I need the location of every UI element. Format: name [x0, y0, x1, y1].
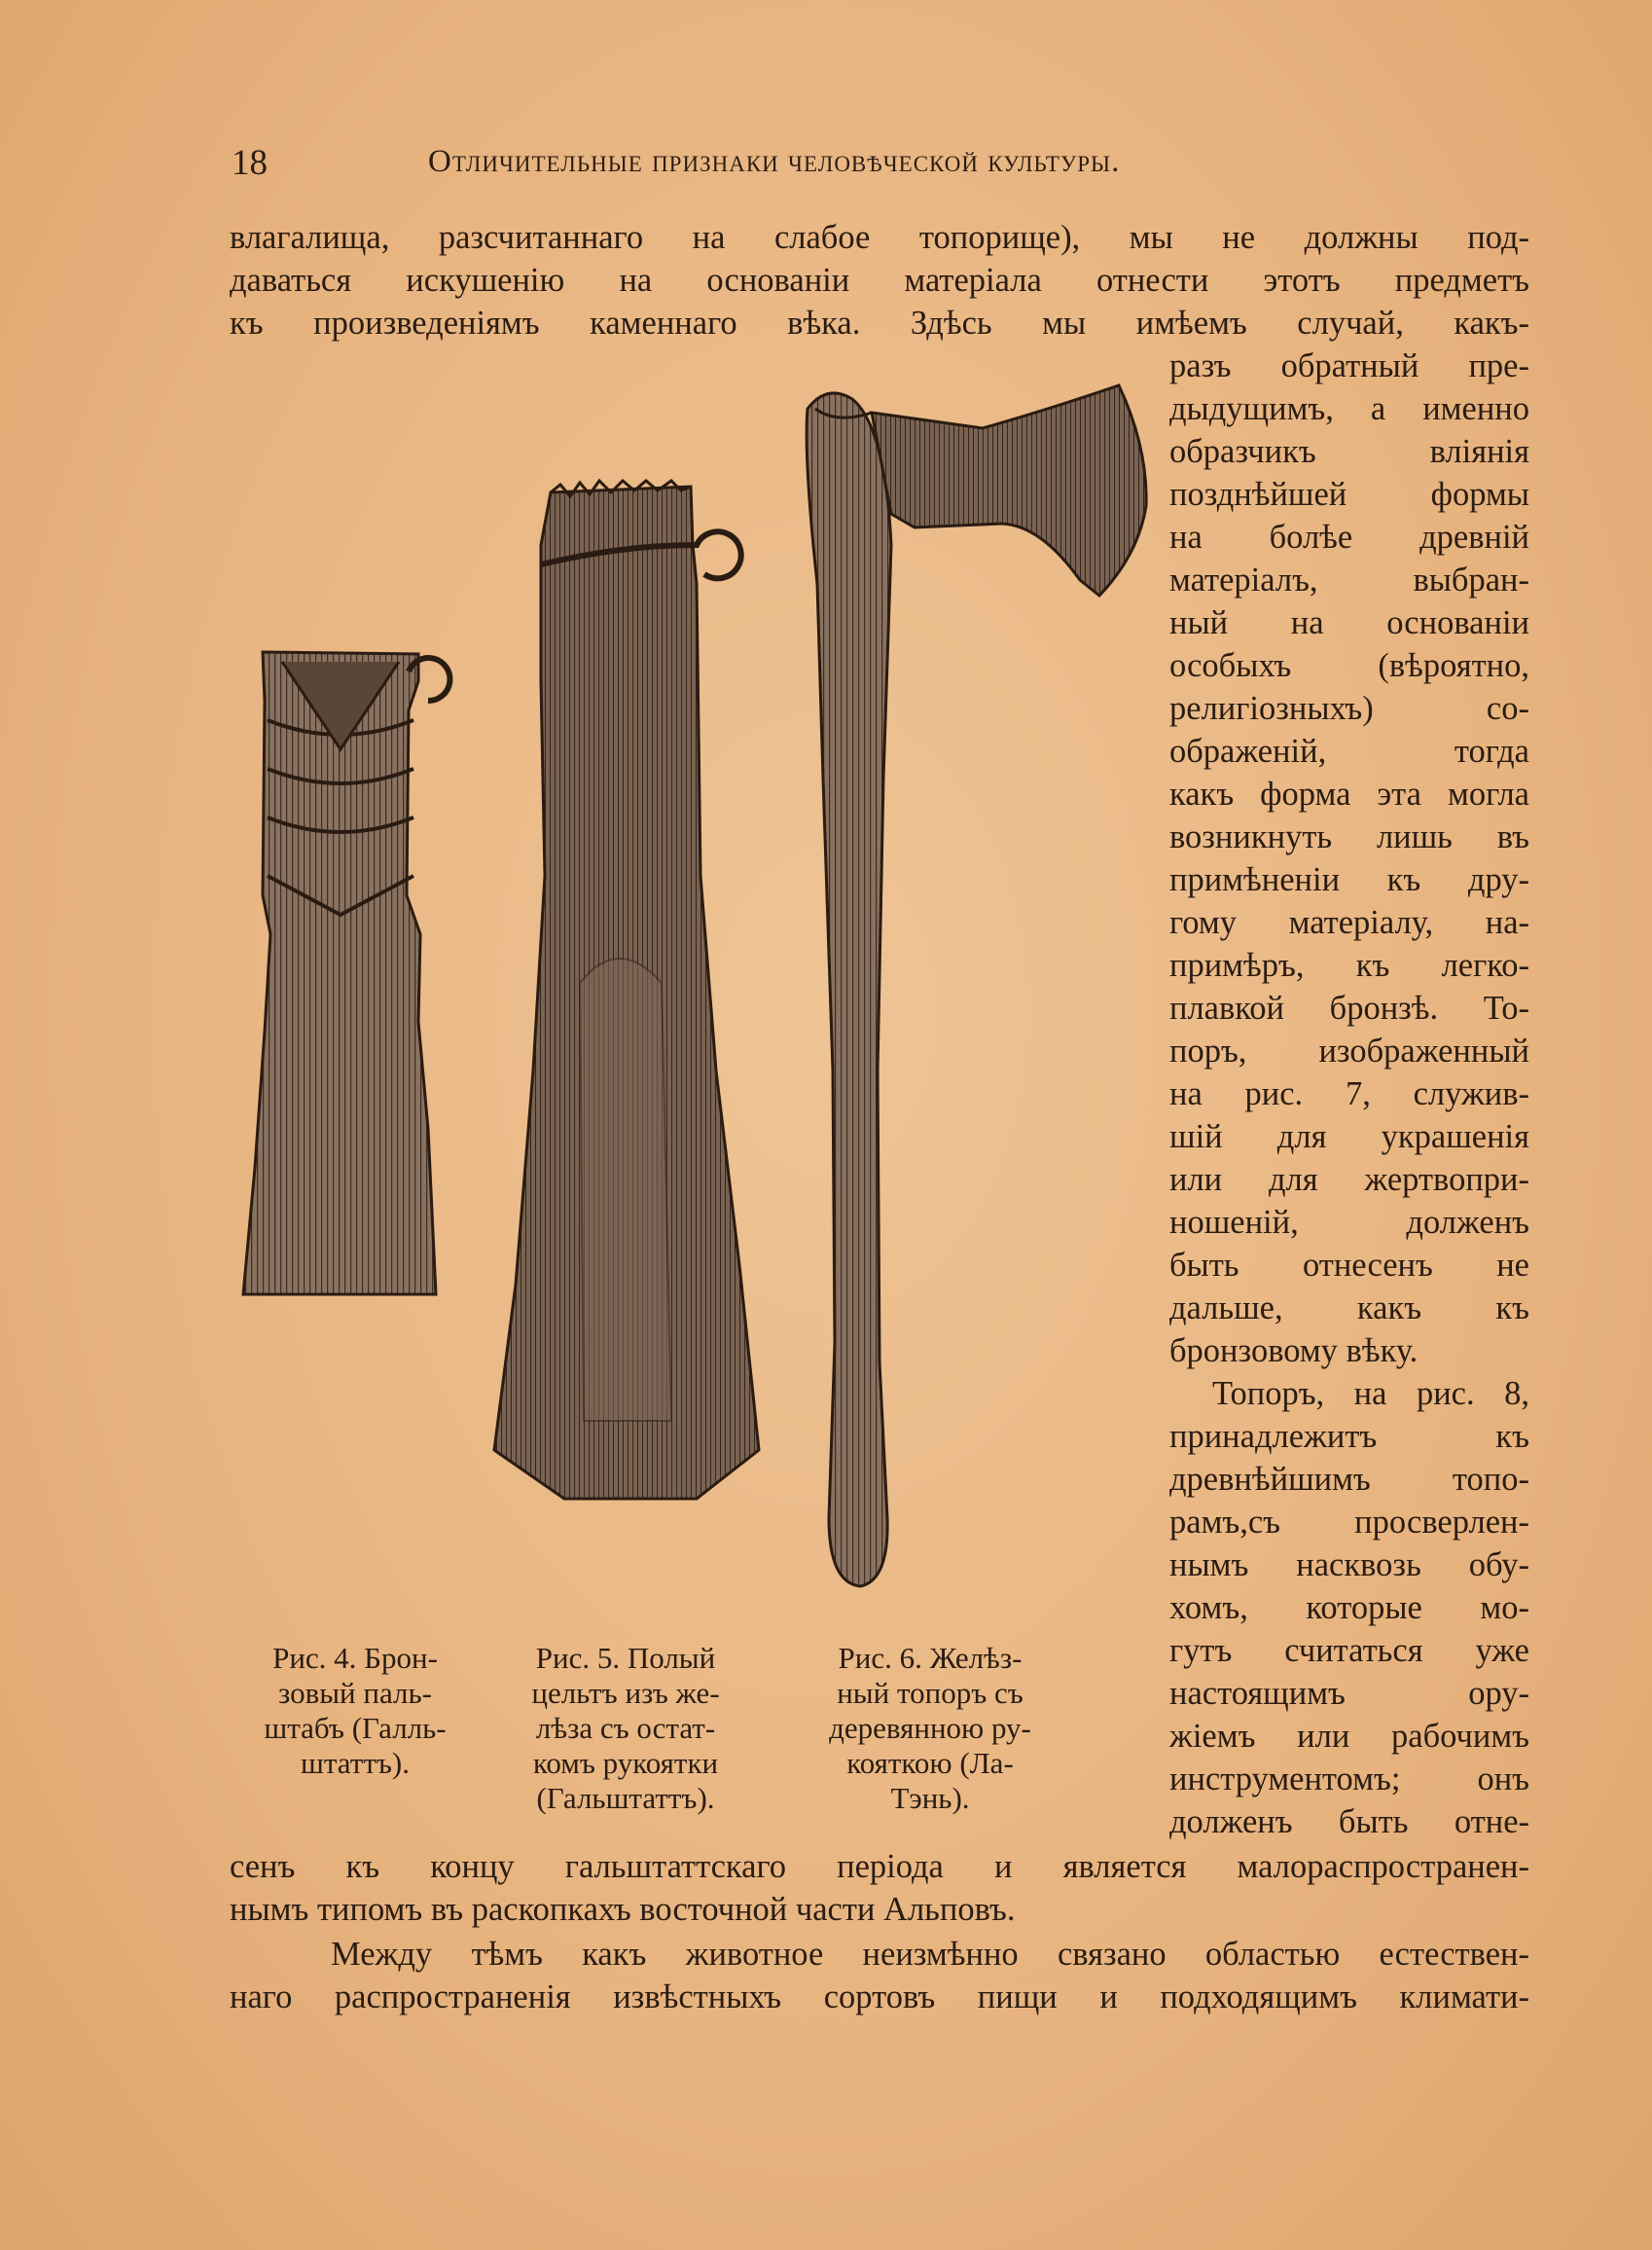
side-line: гому матеріалу, на-: [1169, 904, 1529, 941]
side-line: возникнуть лишь въ: [1169, 818, 1529, 855]
caption-line: зовый паль-: [278, 1676, 432, 1710]
text-line: сенъ къ концу гальштаттскаго періода и является малораспространен-: [230, 1848, 1529, 1885]
side-line: нымъ насквозь обу-: [1169, 1546, 1529, 1583]
side-line: принадлежитъ къ: [1169, 1418, 1529, 1455]
page-number: 18: [232, 143, 268, 183]
text-line: нымъ типомъ въ раскопкахъ восточной части Альповъ.: [230, 1891, 1016, 1928]
side-line: примѣненіи къ дру-: [1169, 861, 1529, 898]
side-line: примѣръ, къ легко-: [1169, 947, 1529, 984]
caption-line: Рис. 6. Желѣз-: [838, 1641, 1023, 1675]
side-line: какъ форма эта могла: [1169, 776, 1529, 813]
side-line: ный на основаніи: [1169, 604, 1529, 641]
text-line: влагалища, разсчитаннаго на слабое топорище), мы не должны под-: [230, 219, 1529, 256]
side-line: или для жертвопри-: [1169, 1161, 1529, 1198]
caption-line: штаттъ).: [301, 1746, 410, 1780]
side-line: быть отнесенъ не: [1169, 1247, 1529, 1284]
caption-line: Тэнь).: [890, 1781, 970, 1815]
caption-line: Рис. 5. Полый: [535, 1641, 716, 1675]
text-line: къ произведеніямъ каменнаго вѣка. Здѣсь мы имѣемъ случай, какъ-: [230, 305, 1529, 342]
side-line: жіемъ или рабочимъ: [1169, 1718, 1529, 1755]
figure-6-iron-axe: [807, 385, 1146, 1586]
running-title: Отличительные признаки человѣческой культуры.: [428, 144, 1121, 179]
figure-4-palstave: [243, 652, 449, 1294]
caption-line: комъ рукоятки: [532, 1746, 719, 1780]
caption-line: деревянною ру-: [829, 1711, 1031, 1745]
side-line: долженъ быть отне-: [1169, 1803, 1529, 1840]
caption-line: (Гальштаттъ).: [536, 1781, 715, 1815]
side-line: образчикъ вліянія: [1169, 433, 1529, 470]
caption-line: Рис. 4. Брон-: [272, 1641, 438, 1675]
side-line: рамъ,съ просверлен-: [1169, 1504, 1529, 1541]
side-line: религіозныхъ) со-: [1169, 690, 1529, 727]
text-line: Между тѣмъ какъ животное неизмѣнно связано областью естествен-: [331, 1936, 1529, 1973]
side-line: шій для украшенія: [1169, 1118, 1529, 1155]
side-line: хомъ, которые мо-: [1169, 1589, 1529, 1626]
caption-line: цельтъ изъ же-: [531, 1676, 720, 1710]
side-line: дыдущимъ, а именно: [1169, 390, 1529, 427]
caption-line: кояткою (Ла-: [846, 1746, 1014, 1780]
figure-5-socketed-celt: [494, 481, 759, 1499]
side-line: древнѣйшимъ топо-: [1169, 1461, 1529, 1498]
caption-line: лѣза съ остат-: [535, 1711, 716, 1745]
side-line: Топоръ, на рис. 8,: [1212, 1375, 1529, 1412]
side-line: ношеній, долженъ: [1169, 1204, 1529, 1241]
side-line: дальше, какъ къ: [1169, 1289, 1529, 1326]
side-line: гутъ считаться уже: [1169, 1632, 1529, 1669]
side-line: особыхъ (вѣроятно,: [1169, 647, 1529, 684]
figure-6-caption: [794, 1641, 1066, 1816]
side-line: настоящимъ ору-: [1169, 1675, 1529, 1712]
side-line: ображеній, тогда: [1169, 733, 1529, 770]
caption-line: штабъ (Галль-: [264, 1711, 447, 1745]
side-line: разъ обратный пре-: [1169, 347, 1529, 384]
side-line: позднѣйшей формы: [1169, 476, 1529, 513]
side-line: плавкой бронзѣ. То-: [1169, 990, 1529, 1027]
side-line: на болѣе древній: [1169, 519, 1529, 556]
side-line: бронзовому вѣку.: [1169, 1332, 1419, 1369]
side-line: на рис. 7, служив-: [1169, 1075, 1529, 1112]
text-line: наго распространенія извѣстныхъ сортовъ пищи и подходящимъ климати-: [230, 1978, 1529, 2015]
figure-5-caption: [494, 1641, 757, 1816]
side-line: поръ, изображенный: [1169, 1033, 1529, 1070]
side-line: матеріалъ, выбран-: [1169, 562, 1529, 599]
text-line: даваться искушенію на основаніи матеріала отнести этотъ предметъ: [230, 262, 1529, 299]
caption-line: ный топоръ съ: [837, 1676, 1024, 1710]
side-line: инструментомъ; онъ: [1169, 1760, 1529, 1797]
figure-4-caption: [233, 1641, 477, 1781]
